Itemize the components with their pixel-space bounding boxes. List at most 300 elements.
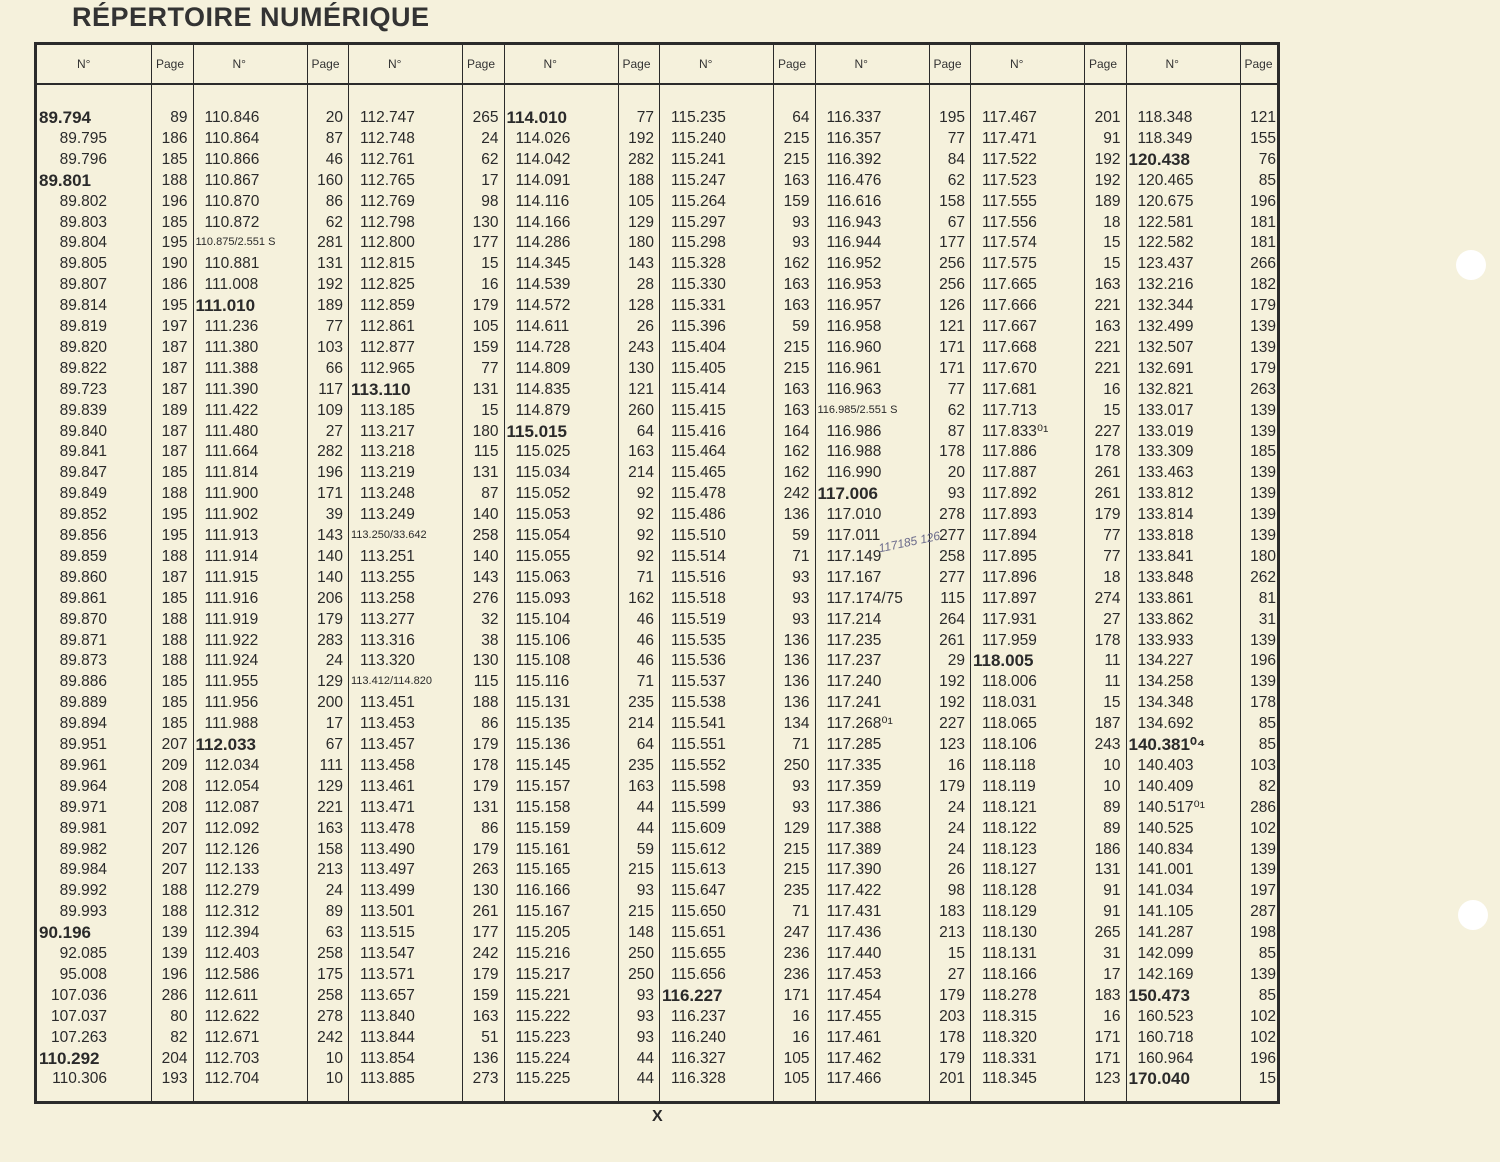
entry-page: 286	[161, 986, 188, 1004]
entry-page: 163	[783, 401, 810, 419]
entry-number: 89.820	[59, 338, 107, 356]
entry-page: 93	[792, 798, 810, 816]
entry-page: 214	[628, 715, 654, 733]
entry-number: 133.812	[1137, 485, 1194, 503]
entry-number: 117.011	[826, 527, 881, 544]
entry-page: 208	[161, 777, 188, 795]
entry-number: 89.805	[59, 255, 107, 273]
entry-number: 117.389	[826, 840, 882, 858]
entry-page: 77	[947, 129, 965, 147]
entry-number: 115.538	[671, 694, 726, 712]
entry-page: 131	[317, 255, 343, 273]
entry-number: 92.085	[59, 945, 107, 962]
entry-number: 110.866	[204, 150, 260, 168]
entry-page: 103	[1250, 756, 1276, 774]
entry-number: 115.331	[671, 297, 726, 315]
entry-number: 112.671	[204, 1028, 260, 1046]
entry-number: 133.309	[1137, 443, 1194, 461]
entry-number: 112.815	[360, 255, 415, 273]
entry-number: 115.656	[671, 965, 726, 983]
entry-number: 116.240	[671, 1028, 726, 1046]
entry-page: 16	[792, 1007, 810, 1025]
entry-page: 32	[481, 610, 499, 628]
entry-page: 159	[472, 986, 499, 1004]
entry-page: 185	[161, 673, 188, 691]
entry-page: 227	[1094, 422, 1121, 440]
entry-page: 179	[939, 986, 965, 1004]
entry-page: 276	[472, 589, 499, 607]
entry-number: 113.478	[360, 819, 415, 837]
entry-number: 116.943	[826, 213, 882, 231]
entry-page: 16	[481, 276, 499, 294]
entry-page: 221	[1094, 297, 1121, 315]
entry-number: 118.331	[982, 1049, 1037, 1067]
entry-page: 242	[472, 945, 499, 962]
entry-page: 71	[792, 736, 810, 753]
entry-number: 115.416	[671, 422, 726, 440]
entry-number: 113.490	[360, 840, 415, 858]
header-page: Page	[467, 57, 496, 71]
entry-number: 117.931	[982, 610, 1037, 628]
entry-page: 102	[1250, 1007, 1276, 1025]
entry-page: 136	[783, 631, 810, 649]
entry-number: 89.795	[59, 129, 107, 147]
entry-page: 27	[1103, 610, 1121, 628]
entry-page: 177	[472, 924, 499, 942]
entry-page: 38	[481, 631, 499, 649]
entry-number: 115.541	[671, 715, 726, 733]
entry-page: 185	[161, 589, 188, 607]
entry-number: 113.844	[360, 1028, 415, 1046]
entry-page: 24	[947, 798, 965, 816]
entry-number: 115.217	[515, 965, 571, 983]
entry-page: 206	[317, 589, 343, 607]
entry-number: 116.985/2.551 S	[817, 403, 898, 416]
entry-number: 117.359	[826, 777, 882, 795]
entry-page: 17	[325, 715, 343, 733]
entry-number: 132.499	[1137, 318, 1194, 335]
entry-number: 89.796	[59, 150, 107, 168]
entry-number: 114.835	[515, 380, 571, 398]
entry-number: 115.225	[515, 1070, 571, 1088]
entry-page: 136	[783, 652, 810, 670]
entry-page: 71	[636, 673, 654, 691]
entry-page: 188	[628, 171, 654, 189]
entry-number: 117.335	[826, 756, 882, 774]
entry-page: 179	[1250, 297, 1276, 315]
entry-page: 139	[1250, 840, 1276, 858]
entry-number: 112.586	[204, 965, 260, 983]
entry-number: 117.235	[826, 631, 882, 649]
entry-number: 113.885	[360, 1070, 415, 1088]
entry-number: 113.248	[360, 485, 415, 503]
entry-number: 117.471	[982, 129, 1037, 147]
entry-page: 196	[317, 464, 343, 482]
entry-number: 115.108	[515, 652, 571, 670]
entry-page: 46	[636, 610, 654, 628]
entry-number: 116.988	[826, 443, 882, 461]
entry-page: 92	[636, 547, 654, 565]
entry-page: 143	[317, 527, 343, 544]
entry-number: 112.312	[204, 903, 260, 921]
entry-page: 214	[628, 464, 654, 482]
entry-page: 278	[317, 1007, 343, 1025]
entry-number: 134.692	[1137, 715, 1194, 733]
entry-number: 142.169	[1137, 965, 1194, 983]
entry-number: 115.535	[671, 631, 726, 649]
entry-page: 215	[628, 903, 654, 921]
entry-number: 89.814	[59, 297, 107, 315]
entry-number: 133.848	[1137, 568, 1194, 586]
entry-page: 89	[170, 109, 188, 126]
entry-number: 118.130	[982, 924, 1037, 942]
entry-number: 116.328	[671, 1070, 726, 1088]
entry-page: 182	[1250, 276, 1276, 294]
entry-page: 139	[1250, 631, 1276, 649]
entry-number: 115.552	[671, 756, 726, 774]
entry-number: 113.219	[360, 464, 415, 482]
entry-number: 89.807	[59, 276, 107, 294]
entry-page: 171	[783, 986, 810, 1004]
entry-number: 89.981	[59, 819, 107, 837]
entry-number: 112.092	[204, 819, 260, 837]
entry-page: 129	[317, 777, 343, 795]
entry-number: 89.803	[59, 213, 107, 231]
entry-number: 115.015	[506, 421, 568, 441]
entry-number: 111.900	[204, 485, 259, 503]
entry-number: 118.031	[982, 694, 1037, 712]
entry-page: 171	[317, 485, 343, 503]
entry-page: 215	[628, 861, 654, 879]
entry-number: 115.131	[515, 694, 571, 712]
entry-page: 204	[161, 1049, 188, 1067]
entry-page: 195	[161, 506, 188, 524]
entry-number: 132.821	[1137, 380, 1194, 398]
entry-page: 282	[628, 150, 654, 168]
entry-page: 18	[1103, 213, 1121, 231]
entry-page: 163	[317, 819, 343, 837]
entry-page: 192	[939, 673, 965, 691]
entry-page: 188	[161, 652, 188, 670]
entry-number: 116.952	[826, 255, 882, 273]
header-no: N°	[854, 57, 868, 71]
entry-page: 91	[1103, 903, 1121, 921]
entry-page: 163	[628, 777, 654, 795]
entry-page: 278	[939, 506, 965, 524]
entry-page: 59	[636, 840, 654, 858]
entry-page: 85	[1258, 171, 1276, 189]
entry-page: 139	[1250, 527, 1276, 544]
entry-number: 113.320	[360, 652, 415, 670]
entry-number: 114.809	[515, 359, 571, 377]
entry-number: 111.915	[204, 568, 259, 586]
entry-page: 62	[325, 213, 343, 231]
entry-page: 15	[1103, 401, 1121, 419]
entry-page: 242	[783, 485, 810, 503]
entry-page: 62	[947, 171, 965, 189]
punch-hole-top	[1456, 250, 1486, 280]
entry-page: 24	[481, 129, 499, 147]
entry-number: 117.670	[982, 359, 1037, 377]
entry-page: 62	[947, 401, 965, 419]
entry-number: 112.703	[204, 1049, 260, 1067]
entry-number: 116.227	[662, 985, 723, 1005]
entry-number: 115.052	[515, 485, 571, 503]
entry-page: 250	[628, 945, 654, 962]
entry-page: 183	[939, 903, 965, 921]
entry-page: 139	[1250, 485, 1276, 503]
entry-number: 89.819	[59, 318, 107, 335]
header-page: Page	[1244, 57, 1273, 71]
entry-number: 117.668	[982, 338, 1037, 356]
entry-number: 114.116	[515, 192, 570, 210]
entry-page: 136	[783, 694, 810, 712]
entry-page: 258	[472, 527, 499, 544]
entry-page: 130	[472, 213, 499, 231]
entry-page: 128	[628, 297, 654, 315]
entry-page: 171	[1094, 1028, 1121, 1046]
entry-number: 117.555	[982, 192, 1037, 210]
entry-page: 85	[1258, 986, 1276, 1004]
entry-page: 208	[161, 798, 188, 816]
entry-number: 117.010	[826, 506, 882, 524]
entry-page: 186	[161, 129, 188, 147]
entry-number: 117.556	[982, 213, 1037, 231]
entry-page: 28	[636, 276, 654, 294]
entry-number: 118.119	[982, 777, 1036, 795]
entry-page: 85	[1258, 736, 1276, 753]
entry-page: 178	[1250, 694, 1276, 712]
entry-page: 247	[783, 924, 810, 942]
entry-page: 92	[636, 485, 654, 503]
entry-page: 196	[1250, 652, 1276, 670]
entry-number: 118.131	[982, 945, 1037, 962]
entry-page: 196	[1250, 1049, 1276, 1067]
entry-page: 16	[1103, 380, 1121, 398]
entry-page: 87	[481, 485, 499, 503]
entry-page: 274	[1094, 589, 1121, 607]
entry-number: 111.388	[204, 359, 259, 377]
entry-page: 26	[947, 861, 965, 879]
entry-number: 114.091	[515, 171, 571, 189]
entry-page: 164	[783, 422, 810, 440]
entry-page: 66	[325, 359, 343, 377]
entry-page: 130	[472, 652, 499, 670]
entry-number: 115.158	[515, 798, 571, 816]
entry-number: 89.723	[59, 380, 107, 398]
entry-number: 122.582	[1137, 234, 1194, 252]
column-divider	[504, 45, 505, 1101]
entry-page: 31	[1103, 945, 1121, 962]
entry-number: 113.110	[351, 379, 411, 399]
entry-number: 115.514	[671, 547, 726, 565]
entry-page: 163	[783, 380, 810, 398]
entry-number: 117.455	[826, 1007, 882, 1025]
entry-number: 114.026	[515, 129, 571, 147]
entry-page: 263	[472, 861, 499, 879]
entry-number: 140.403	[1137, 756, 1194, 774]
entry-page: 15	[1103, 694, 1121, 712]
entry-number: 115.414	[671, 380, 726, 398]
entry-page: 102	[1250, 1028, 1276, 1046]
entry-page: 139	[1250, 673, 1276, 691]
entry-number: 133.017	[1137, 401, 1194, 419]
entry-number: 115.598	[671, 777, 726, 795]
entry-page: 15	[1103, 234, 1121, 252]
entry-page: 123	[1094, 1070, 1121, 1088]
entry-number: 112.798	[360, 213, 415, 231]
entry-page: 160	[317, 171, 343, 189]
entry-page: 178	[939, 443, 965, 461]
entry-number: 111.913	[204, 527, 259, 544]
entry-page: 86	[481, 819, 499, 837]
entry-page: 235	[628, 694, 654, 712]
entry-number: 111.956	[204, 694, 259, 712]
entry-number: 114.345	[515, 255, 571, 273]
entry-number: 89.841	[59, 443, 107, 461]
entry-number: 141.001	[1137, 861, 1194, 879]
entry-page: 121	[1250, 109, 1276, 126]
entry-number: 133.814	[1137, 506, 1194, 524]
entry-number: 117.386	[826, 798, 882, 816]
entry-page: 18	[1103, 568, 1121, 586]
entry-number: 133.933	[1137, 631, 1194, 649]
entry-number: 117.390	[826, 861, 882, 879]
entry-number: 118.118	[982, 756, 1036, 774]
header-no: N°	[699, 57, 713, 71]
entry-page: 10	[325, 1049, 343, 1067]
entry-number: 112.825	[360, 276, 415, 294]
entry-page: 213	[317, 861, 343, 879]
entry-number: 115.297	[671, 213, 726, 231]
entry-page: 163	[783, 297, 810, 315]
entry-number: 111.914	[204, 547, 259, 565]
entry-page: 261	[1094, 485, 1121, 503]
entry-number: 89.801	[39, 170, 91, 190]
entry-number: 112.747	[360, 109, 415, 126]
entry-number: 114.010	[506, 108, 568, 127]
entry-page: 221	[317, 798, 343, 816]
entry-page: 102	[1250, 819, 1276, 837]
entry-number: 116.963	[826, 380, 882, 398]
entry-page: 187	[161, 359, 188, 377]
entry-page: 89	[1103, 798, 1121, 816]
entry-page: 139	[161, 945, 188, 962]
entry-page: 64	[792, 109, 810, 126]
entry-page: 171	[939, 338, 965, 356]
entry-page: 91	[1103, 882, 1121, 900]
entry-number: 117.896	[982, 568, 1037, 586]
entry-page: 189	[1094, 192, 1121, 210]
entry-page: 196	[161, 965, 188, 983]
entry-page: 183	[1094, 986, 1121, 1004]
entry-page: 162	[783, 255, 810, 273]
entry-page: 129	[317, 673, 343, 691]
entry-page: 179	[1250, 359, 1276, 377]
entry-number: 112.611	[204, 986, 259, 1004]
entry-page: 162	[783, 464, 810, 482]
entry-page: 143	[628, 255, 654, 273]
entry-number: 89.951	[59, 736, 107, 753]
entry-page: 179	[939, 1049, 965, 1067]
entry-page: 24	[325, 652, 343, 670]
entry-page: 20	[325, 109, 343, 126]
entry-page: 91	[1103, 129, 1121, 147]
entry-page: 121	[939, 318, 965, 335]
entry-page: 155	[1250, 129, 1276, 147]
entry-page: 180	[628, 234, 654, 252]
entry-number: 150.473	[1128, 985, 1190, 1005]
entry-number: 160.718	[1137, 1028, 1194, 1046]
entry-number: 117.681	[982, 380, 1037, 398]
entry-number: 116.357	[826, 129, 882, 147]
entry-number: 110.306	[52, 1070, 107, 1088]
entry-number: 110.867	[204, 171, 260, 189]
entry-page: 242	[317, 1028, 343, 1046]
entry-number: 112.133	[204, 861, 260, 879]
entry-page: 215	[783, 150, 810, 168]
entry-page: 59	[792, 318, 810, 335]
entry-number: 141.034	[1137, 882, 1194, 900]
entry-page: 185	[161, 213, 188, 231]
entry-page: 185	[161, 464, 188, 482]
entry-page: 24	[325, 882, 343, 900]
entry-page: 207	[161, 840, 188, 858]
entry-page: 243	[628, 338, 654, 356]
entry-number: 117.436	[826, 924, 882, 942]
entry-number: 113.258	[360, 589, 415, 607]
entry-number: 115.328	[671, 255, 726, 273]
entry-number: 113.412/114.820	[351, 675, 432, 688]
entry-number: 111.919	[204, 610, 259, 628]
entry-number: 170.040	[1128, 1069, 1190, 1089]
entry-number: 89.961	[59, 756, 107, 774]
entry-number: 113.249	[360, 506, 415, 524]
entry-page: 196	[161, 192, 188, 210]
entry-number: 133.818	[1137, 527, 1194, 544]
entry-page: 77	[636, 109, 654, 126]
entry-number: 110.872	[204, 213, 260, 231]
entry-page: 163	[628, 443, 654, 461]
entry-number: 113.497	[360, 861, 415, 879]
entry-page: 180	[472, 422, 499, 440]
header-page: Page	[778, 57, 807, 71]
entry-number: 115.264	[671, 192, 726, 210]
entry-number: 112.800	[360, 234, 415, 252]
entry-page: 258	[317, 986, 343, 1004]
entry-number: 89.984	[59, 861, 107, 879]
entry-page: 117	[318, 380, 343, 398]
entry-number: 132.691	[1137, 359, 1194, 377]
entry-page: 140	[472, 547, 499, 565]
entry-number: 118.315	[982, 1007, 1037, 1025]
entry-number: 115.222	[515, 1007, 571, 1025]
header-no: N°	[543, 57, 557, 71]
entry-number: 117.897	[982, 589, 1037, 607]
entry-page: 221	[1094, 359, 1121, 377]
entry-number: 115.647	[671, 882, 726, 900]
entry-number: 115.055	[515, 547, 571, 565]
entry-number: 115.518	[671, 589, 726, 607]
entry-page: 188	[161, 882, 188, 900]
entry-number: 134.348	[1137, 694, 1194, 712]
entry-page: 192	[628, 129, 654, 147]
entry-page: 93	[792, 610, 810, 628]
entry-page: 93	[636, 882, 654, 900]
entry-number: 107.263	[50, 1028, 107, 1046]
entry-number: 115.216	[515, 945, 571, 962]
entry-number: 112.765	[360, 171, 415, 189]
